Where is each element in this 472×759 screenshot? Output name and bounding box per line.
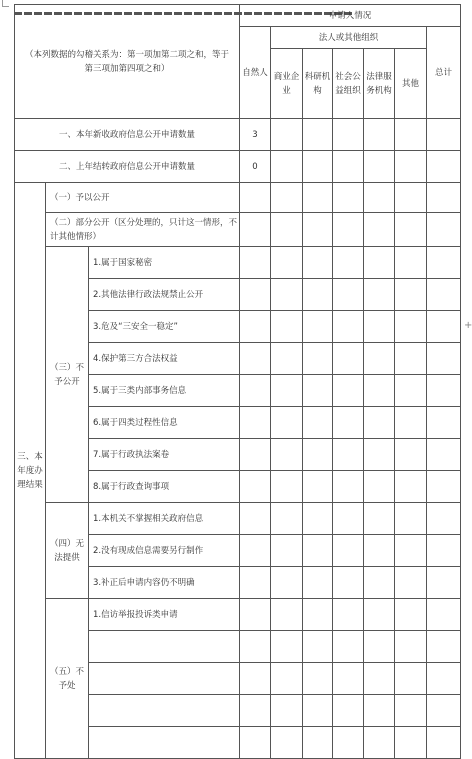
row-disclose — [15, 183, 461, 213]
header-row-1 — [15, 5, 461, 27]
row-label: （二）部分公开（区分处理的，只计这一情形，不计其他情形） — [46, 213, 240, 247]
col-natural-person: 自然人 — [240, 27, 271, 119]
cell-value: 0 — [240, 151, 271, 183]
page-corner-mark — [2, 0, 9, 7]
row-not-processed-1 — [15, 599, 461, 631]
col-total: 总计 — [427, 27, 461, 119]
row-label: 6.属于四类过程性信息 — [89, 407, 240, 439]
row-label: 3.补正后申请内容仍不明确 — [89, 567, 240, 599]
row-label: （一）予以公开 — [46, 183, 240, 213]
col-research: 科研机构 — [303, 49, 333, 119]
unable-group: （四）无法提供 — [46, 503, 89, 599]
row-label: 2.没有现成信息需要另行制作 — [89, 535, 240, 567]
row-label: 二、上年结转政府信息公开申请数量 — [15, 151, 240, 183]
row-label: 8.属于行政查询事项 — [89, 471, 240, 503]
header-note: （本列数据的勾稽关系为：第一项加第二项之和，等于第三项加第四项之和） — [15, 5, 240, 119]
row-carried-over — [15, 151, 461, 183]
results-section-label: 三、本年度办理结果 — [15, 183, 46, 759]
disclosure-report-table — [14, 4, 461, 759]
row-label: 3.危及“三安全一稳定” — [89, 311, 240, 343]
not-disclosed-group: （三）不予公开 — [46, 247, 89, 503]
col-legal-service: 法律服务机构 — [364, 49, 395, 119]
not-processed-group: （五）不予处 — [46, 599, 89, 759]
applicant-status-header: 申请人情况 — [240, 5, 461, 27]
legal-entity-group-header: 法人或其他组织 — [271, 27, 427, 49]
row-label: 5.属于三类内部事务信息 — [89, 375, 240, 407]
expand-handle-icon[interactable]: + — [464, 320, 472, 331]
row-label: 1.本机关不掌握相关政府信息 — [89, 503, 240, 535]
col-commercial: 商业企业 — [271, 49, 303, 119]
row-partial — [15, 213, 461, 247]
row-label: 4.保护第三方合法权益 — [89, 343, 240, 375]
row-label: 7.属于行政执法案卷 — [89, 439, 240, 471]
row-new-requests — [15, 119, 461, 151]
row-label: 一、本年新收政府信息公开申请数量 — [15, 119, 240, 151]
cell-value: 3 — [240, 119, 271, 151]
row-unable-1 — [15, 503, 461, 535]
row-label: 2.其他法律行政法规禁止公开 — [89, 279, 240, 311]
col-social-welfare: 社会公益组织 — [333, 49, 364, 119]
row-label: 1.属于国家秘密 — [89, 247, 240, 279]
row-label: 1.信访举报投诉类申请 — [89, 599, 240, 631]
col-other: 其他 — [395, 49, 427, 119]
row-not-disclosed-1 — [15, 247, 461, 279]
